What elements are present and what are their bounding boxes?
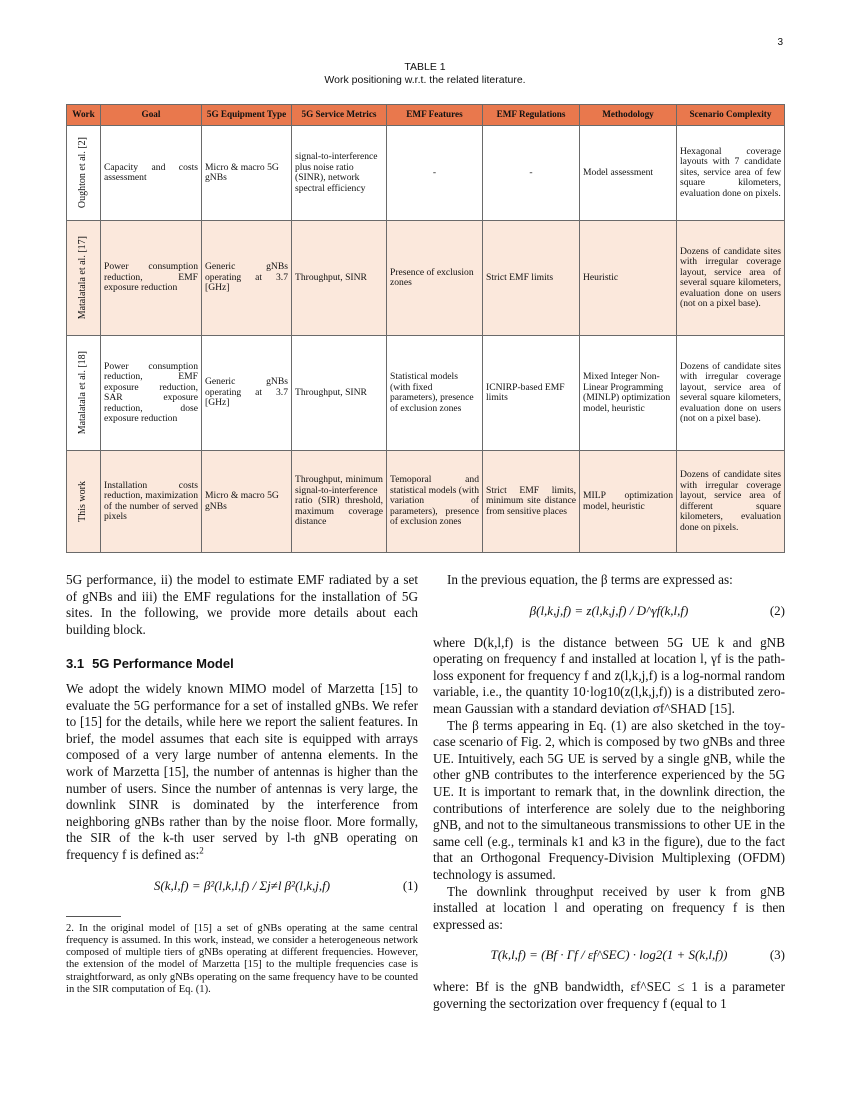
model-paragraph [66, 681, 418, 864]
left-column [66, 572, 418, 996]
throughput-paragraph: The downlink throughput received by user k from gNB installed at location l and operating on frequency f is then expressed as: [433, 883, 785, 932]
cell-emf-regulations: Strict EMF limits [483, 221, 580, 336]
cell-work [67, 451, 101, 553]
cell-methodology: Mixed Integer Non-Linear Programming (MINLP) optimization model, heuristic [580, 336, 677, 451]
work-label: Matalatala et al. [17] [77, 236, 89, 320]
table-row [67, 126, 785, 221]
header-metrics: 5G Service Metrics [292, 105, 387, 126]
cell-equipment: Generic gNBs operating at 3.7 [GHz] [202, 336, 292, 451]
header-emf-features: EMF Features [387, 105, 483, 126]
work-label: This work [77, 481, 89, 522]
cell-work [67, 126, 101, 221]
cell-goal: Power consumption reduction, EMF exposure reduction, SAR exposure reduction, dose exposure reduction [101, 336, 202, 451]
cell-methodology: Model assessment [580, 126, 677, 221]
table-caption [0, 61, 850, 87]
table-row [67, 336, 785, 451]
cell-scenario: Dozens of candidate sites with irregular coverage layout, service area of several square kilometers, evaluation done on users (not on a pixel base). [677, 221, 785, 336]
cell-equipment: Micro & macro 5G gNBs [202, 451, 292, 553]
cell-equipment: Micro & macro 5G gNBs [202, 126, 292, 221]
header-goal: Goal [101, 105, 202, 126]
cell-methodology: MILP optimization model, heuristic [580, 451, 677, 553]
model-paragraph-text: We adopt the widely known MIMO model of Marzetta [15] to evaluate the 5G performance for a set of installed gNBs. We refer to [15] for the details, while here we report the salient features. In brief, the model assumes that each site is equipped with arrays composed of a very large number of antenna elements. In the work of Marzetta [15], the number of antennas is higher than the number of users. Since the number of antennas is very large, the downlink SINR is dominated by the interference from neighboring gNBs rather than by the noise floor. More formally, the SIR of the k-th user served by l-th gNB operating on frequency f is defined as: [66, 680, 418, 862]
cell-scenario: Dozens of candidate sites with irregular coverage layout, service area of several square kilometers, evaluation done on users (not on a pixel base). [677, 336, 785, 451]
work-label: Oughton et al. [2] [77, 137, 89, 209]
section-title: 5G Performance Model [92, 656, 234, 672]
cell-emf-regulations: ICNIRP-based EMF limits [483, 336, 580, 451]
cell-goal: Capacity and costs assessment [101, 126, 202, 221]
equation-3-expression: T(k,l,f) = (Bf · Γf / εf^SEC) · log2(1 + S(k,l,f)) [490, 947, 728, 963]
cell-methodology: Heuristic [580, 221, 677, 336]
section-number: 3.1 [66, 656, 85, 672]
cell-metrics: Throughput, SINR [292, 221, 387, 336]
equation-3 [433, 939, 785, 973]
section-heading [66, 656, 418, 673]
equation-2 [433, 595, 785, 629]
footnote-mark: 2 [199, 845, 204, 856]
table-row [67, 221, 785, 336]
equation-1 [66, 870, 418, 904]
literature-table [66, 104, 785, 553]
footnote: 2. In the original model of [15] a set of gNBs operating at the same central frequency is assumed. In this work, instead, we consider a heterogeneous network composed of multiple tiers of gNBs operating at different frequencies. However, the extension of the model of Marzetta [15] to the multiple frequencies case is straightforward, as only gNBs operating on the same frequency have to be counted in the SIR computation of Eq. (1). [66, 922, 418, 995]
toy-case-paragraph: The β terms appearing in Eq. (1) are also sketched in the toy-case scenario of Fig. 2, which is composed by two gNBs and three UE. Intuitively, each 5G UE is served by a single gNB, while the other gNB contributes to the interference experienced by the 5G UE. It is important to remark that, in the downlink direction, the contributions of interference are solely due to the neighboring gNB, and not to the simultaneous transmissions to other UE in the same cell (e.g., terminals k1 and k3 in the figure), due to the fact that an Orthogonal Frequency-Division Multiplexing (OFDM) technology is assumed. [433, 717, 785, 882]
cell-work [67, 221, 101, 336]
cell-emf-regulations: - [483, 126, 580, 221]
equation-1-expression: S(k,l,f) = β²(l,k,l,f) / Σj≠l β²(l,k,j,f) [153, 877, 331, 893]
table-caption-text: Work positioning w.r.t. the related literature. [324, 74, 526, 86]
cell-emf-features: Temoporal and statistical models (with variation of parameters), presence of exclusion zones [387, 451, 483, 553]
equation-2-number: (2) [769, 602, 785, 618]
table-caption-label: TABLE 1 [404, 61, 446, 73]
intro-paragraph: 5G performance, ii) the model to estimate EMF radiated by a set of gNBs and iii) the EMF regulations for the installation of 5G sites. In the following, we provide more details about each building block. [66, 572, 418, 637]
cell-equipment: Generic gNBs operating at 3.7 [GHz] [202, 221, 292, 336]
equation-1-number: (1) [402, 877, 418, 893]
header-emf-regulations: EMF Regulations [483, 105, 580, 126]
cell-work [67, 336, 101, 451]
cell-goal: Power consumption reduction, EMF exposure reduction [101, 221, 202, 336]
beta-intro-paragraph: In the previous equation, the β terms are expressed as: [447, 572, 733, 587]
cell-metrics: signal-to-interference plus noise ratio (SINR), network spectral efficiency [292, 126, 387, 221]
header-equipment: 5G Equipment Type [202, 105, 292, 126]
table-header-row [67, 105, 785, 126]
cell-emf-features: Statistical models (with fixed parameters), presence of exclusion zones [387, 336, 483, 451]
page-number: 3 [777, 37, 783, 48]
cell-scenario: Hexagonal coverage layouts with 7 candidate sites, service area of few square kilometers, evaluation done on pixels. [677, 126, 785, 221]
cell-emf-features: Presence of exclusion zones [387, 221, 483, 336]
header-methodology: Methodology [580, 105, 677, 126]
bandwidth-paragraph: where: Bf is the gNB bandwidth, εf^SEC ≤ 1 is a parameter governing the sectorization over frequency f (equal to 1 [433, 979, 785, 1011]
beta-definition-paragraph: where D(k,l,f) is the distance between 5G UE k and gNB operating on frequency f and installed at location l, γf is the path-loss exponent for frequency f and z(l,k,j,f) is a log-normal random variable, i.e., the quantity 10·log10(z(l,k,j,f)) is a distributed zero-mean Gaussian with a standard deviation σf^SHAD [15]. [433, 634, 785, 716]
header-work: Work [67, 105, 101, 126]
cell-metrics: Throughput, SINR [292, 336, 387, 451]
equation-3-number: (3) [769, 947, 785, 963]
header-scenario: Scenario Complexity [677, 105, 785, 126]
cell-metrics: Throughput, minimum signal-to-interference ratio (SIR) threshold, maximum coverage distance [292, 451, 387, 553]
cell-emf-regulations: Strict EMF limits, minimum site distance from sensitive places [483, 451, 580, 553]
right-column [433, 572, 785, 1012]
equation-2-expression: β(l,k,j,f) = z(l,k,j,f) / D^γf(k,l,f) [529, 602, 689, 618]
cell-emf-features: - [387, 126, 483, 221]
footnote-divider [66, 916, 121, 917]
cell-scenario: Dozens of candidate sites with irregular coverage layout, service area of different square kilometers, evaluation done on pixels. [677, 451, 785, 553]
table-row [67, 451, 785, 553]
cell-goal: Installation costs reduction, maximization of the number of served pixels [101, 451, 202, 553]
work-label: Matalatala et al. [18] [77, 351, 89, 435]
